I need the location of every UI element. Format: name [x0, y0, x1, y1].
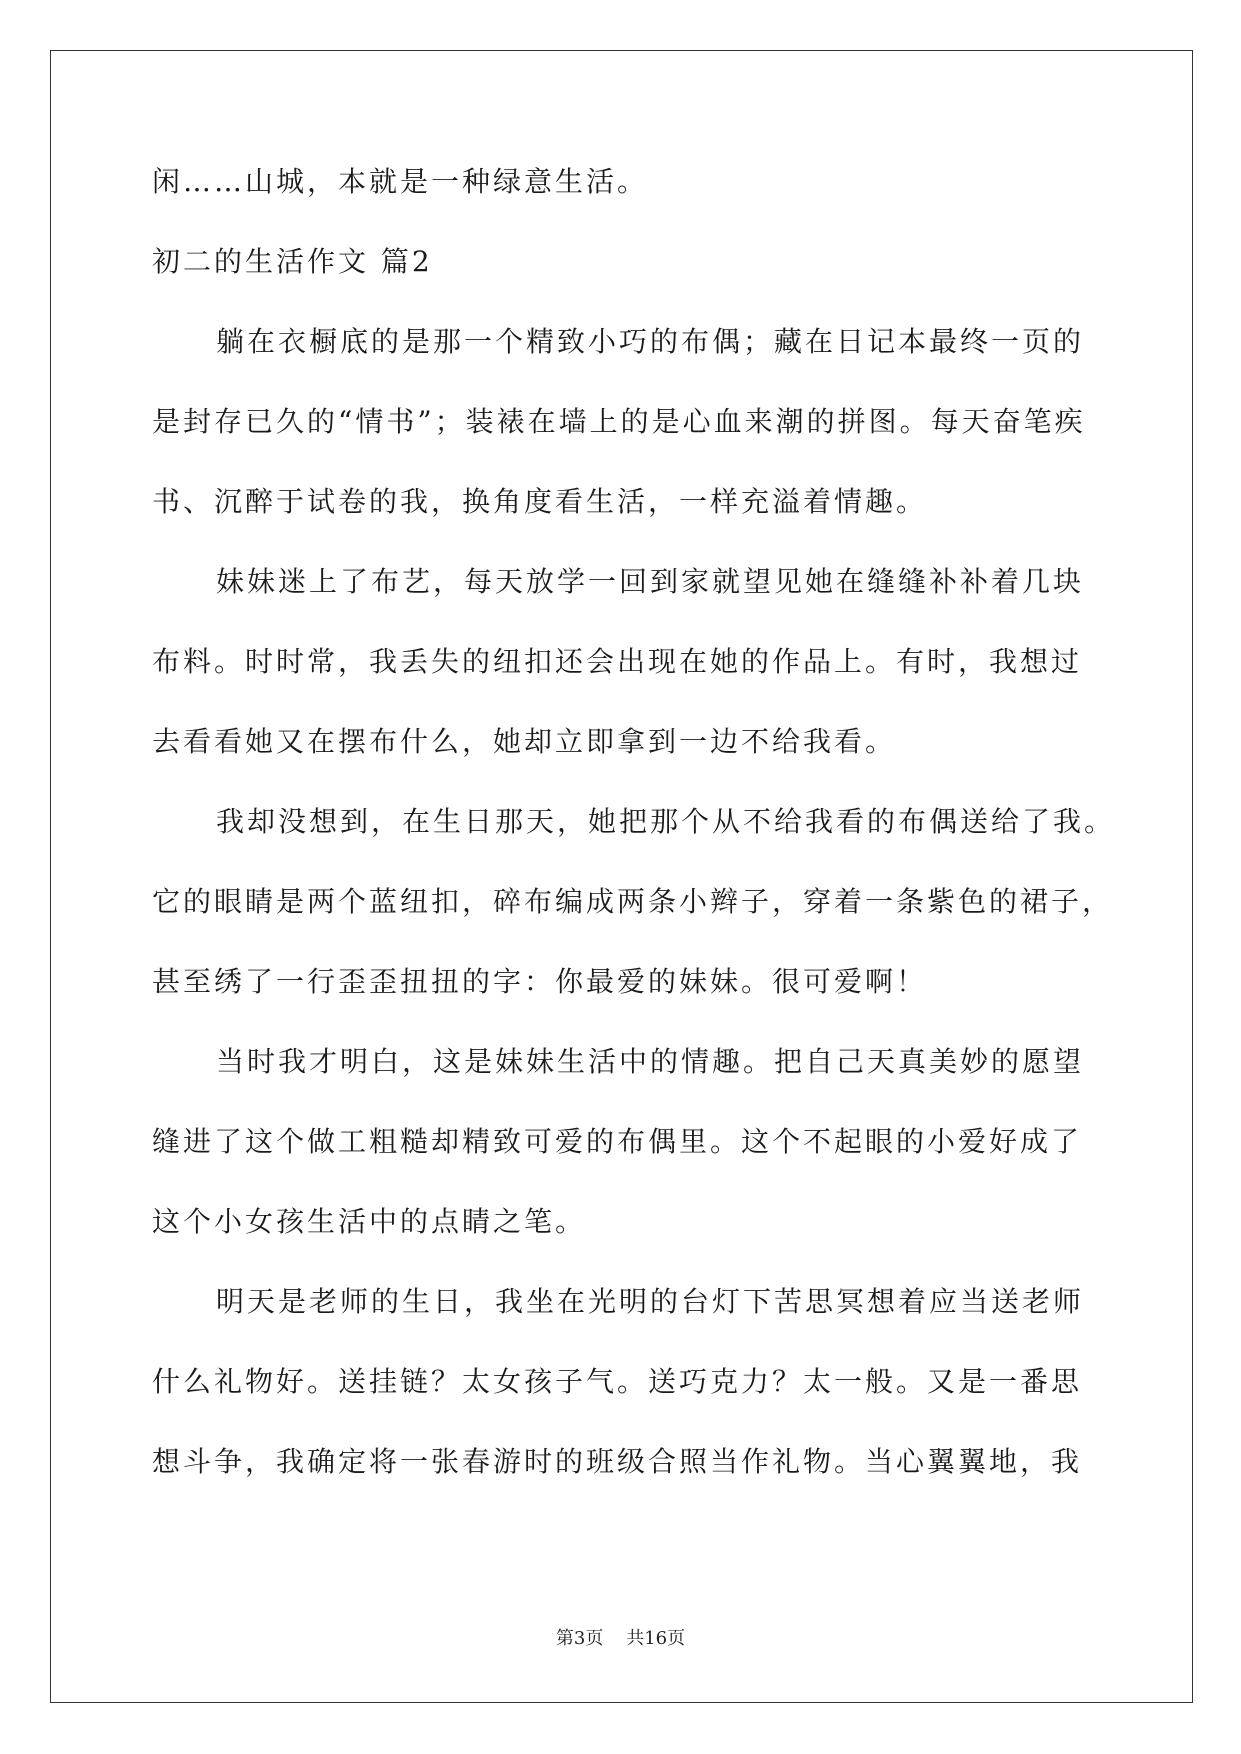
paragraph-line: 去看看她又在摆布什么，她却立即拿到一边不给我看。	[152, 725, 897, 758]
paragraph-line: 书、沉醉于试卷的我，换角度看生活，一样充溢着情趣。	[152, 485, 928, 518]
paragraph-line: 缝进了这个做工粗糙却精致可爱的布偶里。这个不起眼的小爱好成了	[152, 1125, 1083, 1158]
page-number: 第3页 共16页	[555, 1628, 686, 1649]
paragraph-line: 什么礼物好。送挂链？太女孩子气。送巧克力？太一般。又是一番思	[152, 1365, 1083, 1398]
paragraph-line: 当时我才明白，这是妹妹生活中的情趣。把自己天真美妙的愿望	[216, 1045, 1085, 1078]
section-heading: 初二的生活作文 篇2	[152, 245, 433, 278]
paragraph-line: 甚至绣了一行歪歪扭扭的字：你最爱的妹妹。很可爱啊！	[152, 965, 928, 998]
paragraph-line: 它的眼睛是两个蓝纽扣，碎布编成两条小辫子，穿着一条紫色的裙子，	[152, 885, 1114, 918]
paragraph-line: 想斗争，我确定将一张春游时的班级合照当作礼物。当心翼翼地，我	[152, 1445, 1083, 1478]
paragraph-line: 布料。时时常，我丢失的纽扣还会出现在她的作品上。有时，我想过	[152, 645, 1083, 678]
paragraph-line: 明天是老师的生日，我坐在光明的台灯下苦思冥想着应当送老师	[216, 1285, 1085, 1318]
paragraph-line: 我却没想到，在生日那天，她把那个从不给我看的布偶送给了我。	[216, 805, 1116, 838]
paragraph-line: 是封存已久的“情书”；装裱在墙上的是心血来潮的拼图。每天奋笔疾	[152, 405, 1086, 438]
text-line: 闲……山城，本就是一种绿意生活。	[152, 165, 649, 198]
paragraph-line: 妹妹迷上了布艺，每天放学一回到家就望见她在缝缝补补着几块	[216, 565, 1085, 598]
document-body	[152, 162, 1116, 1522]
paragraph-line: 这个小女孩生活中的点睛之笔。	[152, 1205, 587, 1238]
paragraph-line: 躺在衣橱底的是那一个精致小巧的布偶；藏在日记本最终一页的	[216, 325, 1085, 358]
